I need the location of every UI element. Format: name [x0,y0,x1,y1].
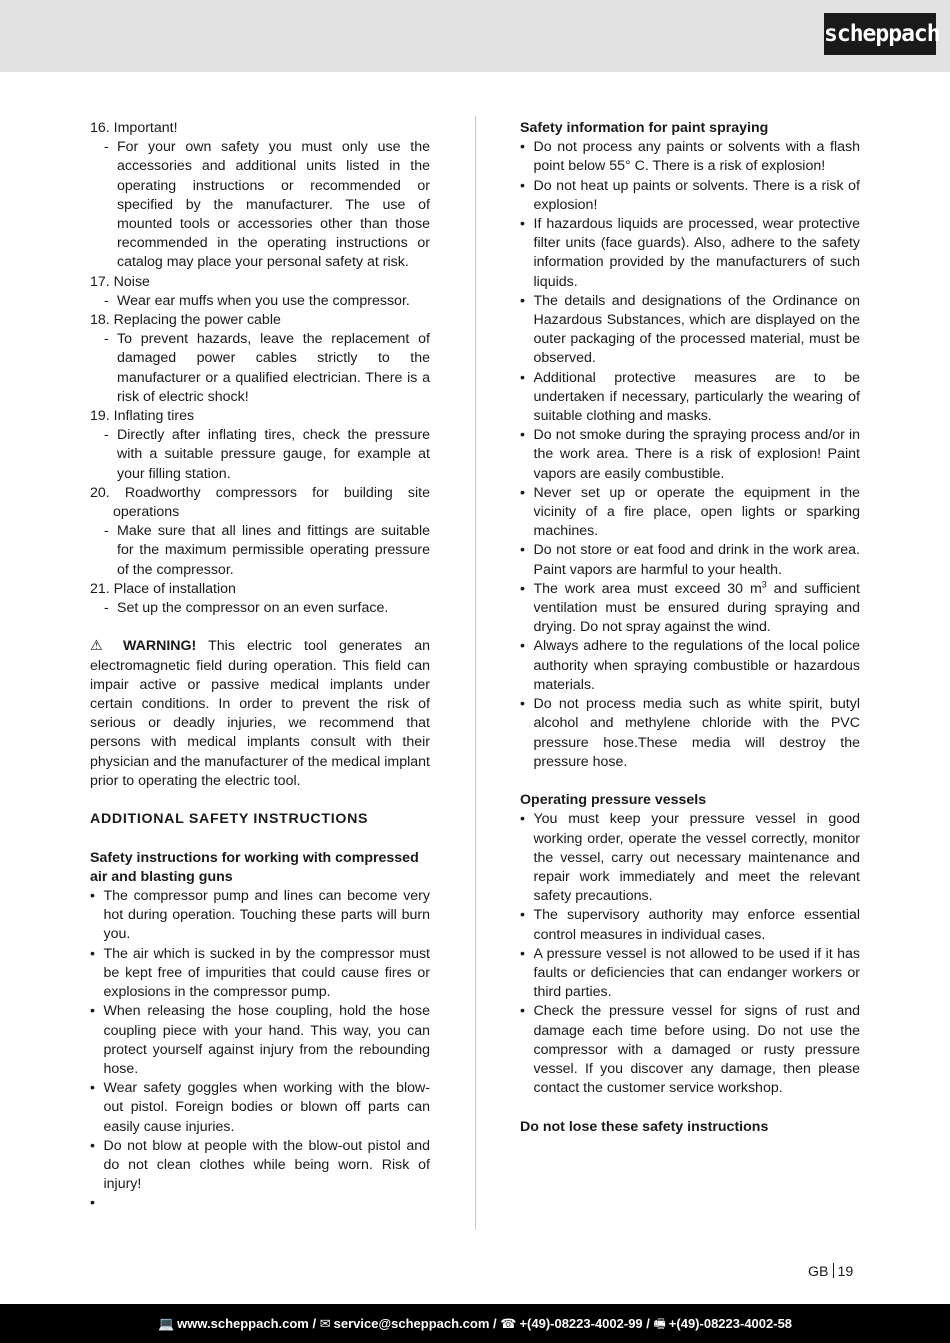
list-item: • Wear safety goggles when working with the blow-out pistol. Foreign bodies or blown off parts can easily cause injuries. [90,1080,430,1135]
list-item: • A pressure vessel is not allowed to be used if it has faults or deficiencies that can endanger workers or third parties. [520,945,860,1001]
list-item: • Do not smoke during the spraying process and/or in the work area. There is a risk of explosion! Paint vapors are easily combustible. [520,427,860,482]
footer-phone: +(49)-08223-4002-99 [519,1316,643,1331]
pressure-vessels-list [520,810,860,1098]
list-item: • The air which is sucked in by the compressor must be kept free of impurities that could cause fires or explosions in the compressor pump. [90,945,430,1001]
page-num: 19 [837,1264,854,1280]
list-item: • Do not process any paints or solvents with a flash point below 55° C. There is a risk of explosion! [520,139,860,175]
list-item: • [90,1195,95,1212]
list-item: • Do not process media such as white spirit, butyl alcohol and methylene chloride with the PVC pressure hose.These media will destroy the pressure hose. [520,696,860,770]
mail-icon: ✉ [319,1316,331,1331]
list-item: • When releasing the hose coupling, hold the hose coupling piece with your hand. This way, you can protect yourself against injury from the rebounding hose. [90,1003,430,1077]
list-item: • Additional protective measures are to be undertaken if necessary, particularly the wearing of suitable clothing and masks. [520,369,860,425]
item-18-text: - To prevent hazards, leave the replacement of damaged power cables strictly to the manufacturer or a qualified electrician. There is a risk of electric shock! [104,331,430,405]
fax-icon: 🖷 [653,1316,666,1331]
additional-safety-heading: ADDITIONAL SAFETY INSTRUCTIONS [90,811,369,828]
list-item-work-area: • The work area must exceed 30 $m^3$ and sufficient ventilation must be ensured during spraying and drying. Do not spray against the wind. [520,579,860,636]
warning-label: WARNING! [122,638,197,655]
item-20-text: - Make sure that all lines and fittings are suitable for the maximum permissible operating pressure of the compressor. [104,523,430,578]
item-17-text: - Wear ear muffs when you use the compressor. [104,292,410,309]
list-item: • Always adhere to the regulations of the local police authority when spraying combustible or hazardous materials. [520,638,860,693]
item-19-title: 19. Inflating tires [90,408,195,425]
list-item: • If hazardous liquids are processed, wear protective filter units (face guards). Also, adhere to the safety information provided by the manufacturers of such liquids. [520,216,860,290]
paint-spraying-heading: Safety information for paint spraying [520,120,769,136]
list-item: • Do not blow at people with the blow-out pistol and do not clean clothes while being worn. Risk of injury! [90,1137,430,1193]
compressed-air-heading: Safety instructions for working with compressed air and blasting guns [90,849,419,885]
footer-fax: +(49)-08223-4002-58 [668,1316,793,1331]
list-item: • Never set up or operate the equipment in the vicinity of a fire place, open lights or sparking machines. [520,484,860,540]
page-number [808,1263,868,1282]
item-20-title: 20. Roadworthy compressors for building site operations [90,484,430,521]
left-column [90,119,430,1214]
item-19-text: - Directly after inflating tires, check the pressure with a suitable pressure gauge, for example at your filling station. [104,427,430,482]
item-17-title: 17. Noise [90,273,150,290]
warning-paragraph [90,637,430,791]
pressure-vessels-heading: Operating pressure vessels [520,792,707,809]
footer-website[interactable]: www.scheppach.com [177,1316,309,1331]
phone-icon: ☎ [500,1316,517,1331]
list-item: • The supervisory authority may enforce essential control measures in individual cases. [520,907,860,943]
warning-icon: ⚠ [90,638,111,655]
list-item: • Do not heat up paints or solvents. There is a risk of explosion! [520,177,860,213]
item-16-title: 16. Important! [90,120,178,136]
item-21-title: 21. Place of installation [90,580,236,597]
right-column [520,119,860,1137]
list-item: • Do not store or eat food and drink in the work area. Paint vapors are harmful to your health. [520,542,860,578]
list-item: • You must keep your pressure vessel in good working order, operate the vessel correctly, monitor the vessel, carry out necessary maintenance and repair work immediately and meet the relevant safety precautions. [520,811,860,905]
header-bar [0,0,950,72]
paint-spraying-list [520,138,860,772]
list-item: • The compressor pump and lines can become very hot during operation. Touching these parts will burn you. [90,888,430,943]
list-item: • Check the pressure vessel for signs of rust and damage each time before using. Do not use the compressor with a damaged or rusty pressure vessel. If you discover any damage, then please contact the customer service workshop. [520,1003,860,1097]
item-16-text: - For your own safety you must only use the accessories and additional units listed in the operating instructions or recommended or specified by the manufacturer. The use of mounted tools or accessories other than those recommended in the operating instructions or catalog may place your personal safety at risk. [104,139,430,271]
closing-heading: Do not lose these safety instructions [520,1118,769,1135]
list-item: • The details and designations of the Ordinance on Hazardous Substances, which are displayed on the outer packaging of the processed material, must be observed. [520,292,860,367]
footer-bar: 💻 www.scheppach.com / ✉ service@scheppach.com / ☎ +(49)-08223-4002-99 / 🖷 +(49)-08223-4002-58 [0,1304,950,1343]
item-18-title: 18. Replacing the power cable [90,312,281,329]
scheppach-logo: scheppach [824,13,936,55]
page-separator [833,1263,834,1278]
computer-icon: 💻 [157,1316,175,1331]
footer-email[interactable]: service@scheppach.com [333,1316,490,1331]
page-lang: GB [808,1264,829,1280]
item-21-text: - Set up the compressor on an even surface. [104,600,389,617]
column-divider [475,116,476,1230]
warning-text: This electric tool generates an electromagnetic field during operation. This field can impair active or passive medical implants under certain conditions. In order to prevent the risk of serious or deadly injuries, we recommend that persons with medical implants consult with their physician and the manufacturer of the medical implant prior to operating the electric tool. [90,638,430,789]
compressed-air-list [90,887,430,1213]
